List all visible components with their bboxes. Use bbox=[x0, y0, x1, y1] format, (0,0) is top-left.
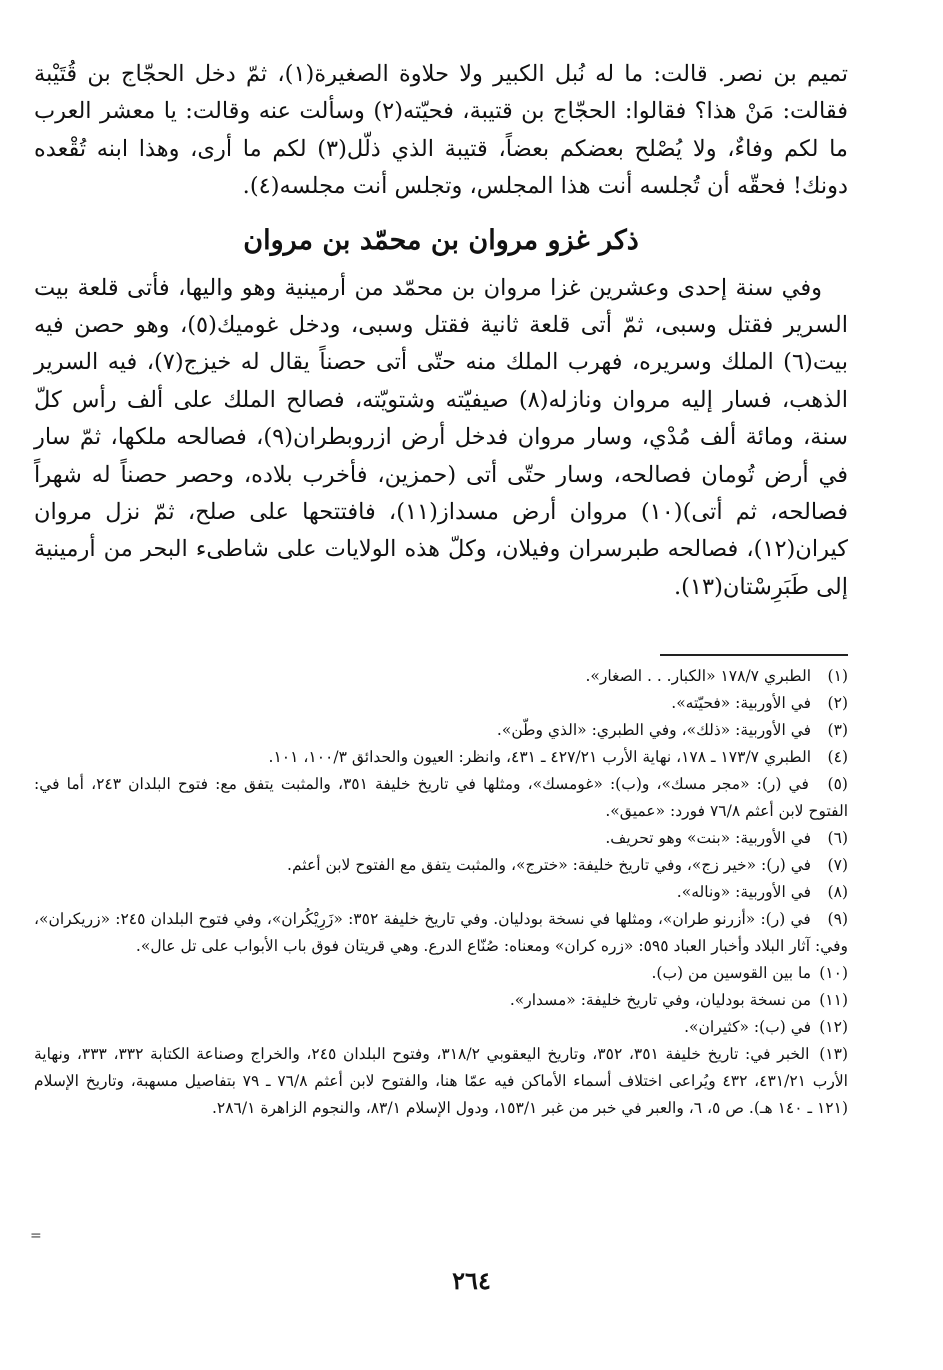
footnote-text: الخبر في: تاريخ خليفة ٣٥١، ٣٥٢، وتاريخ اليعقوبي ٣١٨/٢، وفتوح البلدان ٢٤٥، والخراج وصناعة الكتابة ٣٣٢، ٣٣٣، ونهاية الأرب ٤٣١/٢١، ٤٣٢ ويُراعى اختلاف أسماء الأماكن فيه عمّا هنا، والفتوح لابن أعثم ٧٦/٨ ـ ٧٩ بتفاصيل مسهبة، وتاريخ الإسلام (١٢١ ـ ١٤٠ هـ). ص ٥، ٦، والعبر في خبر من غبر ١٥٣/١، ودول الإسلام ٨٣/١، والنجوم الزاهرة ٢٨٦/١. bbox=[34, 1045, 848, 1117]
footnote-text: في الأوربية: «بنت» وهو تحريف. bbox=[605, 829, 812, 847]
footnote-number: (١١) bbox=[819, 991, 848, 1009]
footnote-text: في الأوربية: «ذلك»، وفي الطبري: «الذي وطّن». bbox=[496, 721, 812, 739]
footnote bbox=[34, 771, 848, 825]
footnote-number: (٧) bbox=[827, 856, 848, 874]
footnote-number: (١) bbox=[827, 667, 848, 685]
footnote-number: (٣) bbox=[827, 721, 848, 739]
footnote-text: في (ر): «مجر مسك»، و(ب): «غومسك»، ومثلها في تاريخ خليفة ٣٥١، والمثبت يتفق مع: فتوح البلدان ٢٤٣، أما في: الفتوح لابن أعثم ٧٦/٨ فورد: «عميق». bbox=[34, 775, 848, 820]
footnote-number: (١٠) bbox=[819, 964, 848, 982]
footnote-number: (٥) bbox=[827, 775, 848, 793]
footnote-text: من نسخة بودليان، وفي تاريخ خليفة: «مسدار». bbox=[509, 991, 812, 1009]
footnote-text: في (ر): «خير زج»، وفي تاريخ خليفة: «خترج»، والمثبت يتفق مع الفتوح لابن أعثم. bbox=[287, 856, 812, 874]
footnote-text: في (ب): «كثيران». bbox=[684, 1018, 812, 1036]
footnote bbox=[34, 906, 848, 960]
footnote-number: (١٢) bbox=[819, 1018, 848, 1036]
footnote-number: (١٣) bbox=[819, 1045, 848, 1063]
footnote-text: في الأوربية: «فحيّته». bbox=[671, 694, 812, 712]
footnote-text: في الأوربية: «وناله». bbox=[676, 883, 812, 901]
footnote-number: (٢) bbox=[827, 694, 848, 712]
footnote bbox=[34, 717, 848, 744]
footnote bbox=[34, 960, 848, 987]
footnotes bbox=[34, 663, 848, 1122]
main-text bbox=[34, 56, 848, 606]
footnote bbox=[34, 744, 848, 771]
footnote-text: الطبري ١٧٣/٧ ـ ١٧٨، نهاية الأرب ٤٢٧/٢١ ـ ٤٣١، وانظر: العيون والحدائق ١٠٠/٣، ١٠١. bbox=[268, 748, 812, 766]
footnote bbox=[34, 987, 848, 1014]
page-number: ٢٦٤ bbox=[452, 1266, 491, 1295]
footnote-number: (٦) bbox=[827, 829, 848, 847]
footnote bbox=[34, 825, 848, 852]
footnote bbox=[34, 690, 848, 717]
paragraph-main: وفي سنة إحدى وعشرين غزا مروان بن محمّد من أرمينية وهو واليها، فأتى قلعة بيت السرير فقتل وسبى، ثمّ أتى قلعة ثانية فقتل وسبى، ودخل غوميك(٥)، وهو حصن فيه بيت(٦) الملك وسريره، فهرب الملك منه حتّى أتى حصناً يقال له خيزج(٧)، فيه السرير الذهب، فسار إليه مروان ونازله(٨) صيفيّته وشتويّته، فصالح الملك على ألف رأس كلّ سنة، ومائة ألف مُدْي، وسار مروان فدخل أرض ازروبطران(٩)، فصالحه ملكها، ثمّ سار في أرض تُومان فصالحه، وسار حتّى أتى (حمزين، فأخرب بلاده، وحصر حصناً له شهراً فصالحه، ثم أتى)(١٠) مروان أرض مسداز(١١)، فافتتحها على صلح، ثمّ نزل مروان كيران(١٢)، فصالحه طبرسران وفيلان، وكلّ هذه الولايات على شاطىء البحر من أرمينية إلى طَبَرِسْتان(١٣). bbox=[34, 274, 849, 600]
footnote-text: الطبري ١٧٨/٧ «الكبار. . . الصغار». bbox=[585, 667, 812, 685]
footnote-number: (٤) bbox=[827, 748, 848, 766]
footnote-number: (٨) bbox=[827, 883, 848, 901]
footnote bbox=[34, 1041, 848, 1122]
footnote-text: في (ر): «أزرنو طران»، ومثلها في نسخة بودليان. وفي تاريخ خليفة ٣٥٢: «زَرِيْكُران»، وفي فتوح البلدان ٢٤٥: «زريكران»، وفي: آثار البلاد وأخبار العباد ٥٩٥: «زره كران» ومعناه: صُنّاع الدرع. وهي قريتان فوق باب الأبواب على تل عال». bbox=[34, 910, 848, 955]
paragraph-continued: تميم بن نصر. قالت: ما له نُبل الكبير ولا حلاوة الصغيرة(١)، ثمّ دخل الحجّاج بن قُتَيْبة فقالت: مَنْ هذا؟ فقالوا: الحجّاج بن قتيبة، فحيّته(٢) وسألت عنه وقالت: يا معشر العرب ما لكم وفاءٌ، ولا يُصْلح بعضكم بعضاً، قتيبة الذي ذلّل(٣) لكم ما أرى، وهذا ابنه تُقْعده دونك! فحقّه أن تُجلسه أنت هذا المجلس، وتجلس أنت مجلسه(٤). bbox=[34, 61, 848, 200]
margin-mark: = bbox=[30, 1228, 42, 1244]
footnote-text: ما بين القوسين من (ب). bbox=[651, 964, 812, 982]
footnote bbox=[34, 663, 848, 690]
footnote-number: (٩) bbox=[827, 910, 848, 928]
footnote-separator bbox=[660, 654, 848, 656]
section-heading: ذكر غزو مروان بن محمّد بن مروان bbox=[243, 224, 639, 256]
footnote bbox=[34, 1014, 848, 1041]
footnote bbox=[34, 852, 848, 879]
footnote bbox=[34, 879, 848, 906]
